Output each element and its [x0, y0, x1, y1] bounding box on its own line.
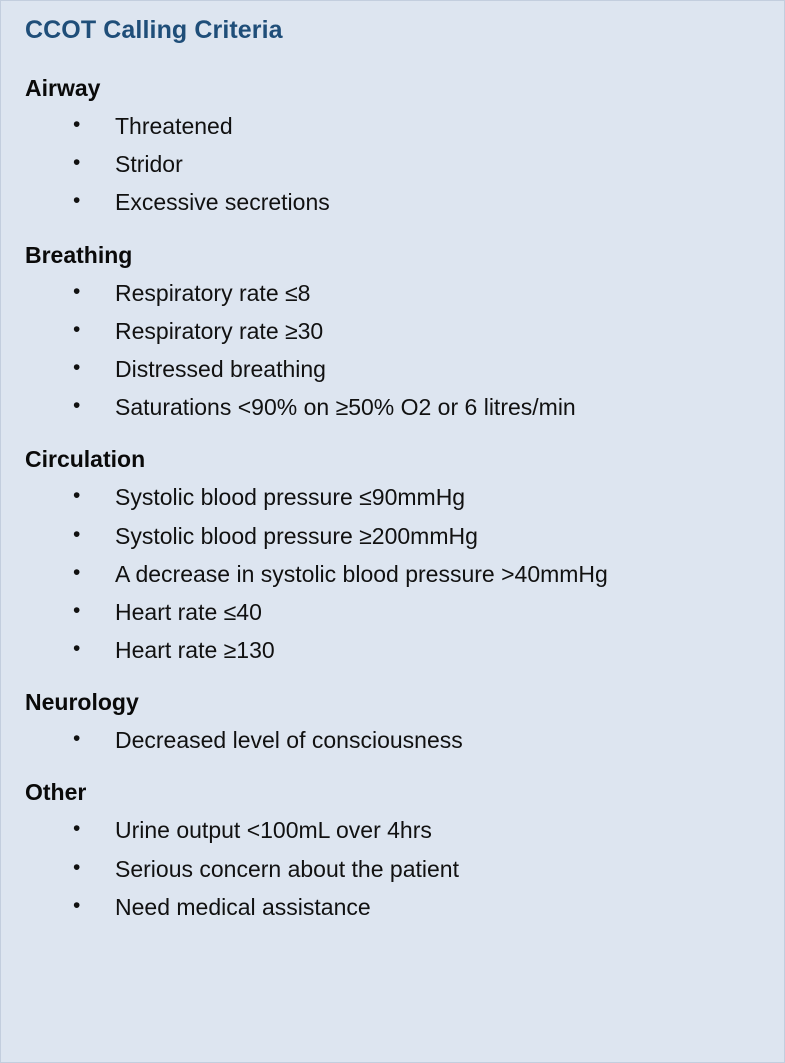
section-heading: Circulation: [25, 446, 146, 473]
list-item: [25, 811, 762, 849]
bullet-icon: •: [73, 855, 81, 879]
list-item: [25, 517, 762, 555]
list-item: [25, 631, 762, 669]
list-item: [25, 312, 762, 350]
list-item-label: Systolic blood pressure ≥200mmHg: [115, 522, 478, 549]
list-item: [25, 593, 762, 631]
list-item-label: Urine output <100mL over 4hrs: [115, 817, 432, 844]
bullet-icon: •: [73, 151, 81, 175]
section-circulation: [25, 444, 762, 669]
list-item: [25, 274, 762, 312]
list-item-label: Stridor: [115, 151, 183, 178]
list-item-label: Respiratory rate ≥30: [115, 317, 324, 344]
list-item: [25, 850, 762, 888]
list-item-label: Excessive secretions: [115, 189, 330, 216]
bullet-icon: •: [73, 637, 81, 661]
section-breathing: [25, 240, 762, 427]
list-item-label: Serious concern about the patient: [115, 855, 459, 882]
section-heading: Breathing: [25, 241, 133, 268]
bullet-icon: •: [73, 727, 81, 751]
section-neurology: [25, 687, 762, 759]
bullet-icon: •: [73, 317, 81, 341]
bullet-icon: •: [73, 522, 81, 546]
list-item: [25, 107, 762, 145]
list-item-label: Distressed breathing: [115, 355, 326, 382]
list-item-label: A decrease in systolic blood pressure >40mmHg: [115, 560, 608, 587]
bullet-icon: •: [73, 279, 81, 303]
list-item: [25, 721, 762, 759]
list-item: [25, 555, 762, 593]
criteria-list: [25, 811, 762, 926]
bullet-icon: •: [73, 598, 81, 622]
list-item-label: Systolic blood pressure ≤90mmHg: [115, 484, 466, 511]
bullet-icon: •: [73, 893, 81, 917]
section-other: [25, 777, 762, 926]
list-item-label: Decreased level of consciousness: [115, 727, 463, 754]
list-item-label: Respiratory rate ≤8: [115, 279, 311, 306]
bullet-icon: •: [73, 817, 81, 841]
criteria-list: [25, 721, 762, 759]
list-item-label: Heart rate ≥130: [115, 637, 275, 664]
list-item: [25, 350, 762, 388]
list-item-label: Saturations <90% on ≥50% O2 or 6 litres/min: [115, 394, 576, 421]
list-item: [25, 388, 762, 426]
bullet-icon: •: [73, 189, 81, 213]
page-title: CCOT Calling Criteria: [25, 16, 283, 44]
bullet-icon: •: [73, 113, 81, 137]
list-item-label: Threatened: [115, 113, 233, 140]
bullet-icon: •: [73, 484, 81, 508]
section-airway: [25, 73, 762, 222]
criteria-list: [25, 478, 762, 669]
list-item: [25, 183, 762, 221]
section-heading: Neurology: [25, 689, 139, 716]
criteria-list: [25, 274, 762, 427]
list-item-label: Heart rate ≤40: [115, 598, 262, 625]
section-heading: Other: [25, 779, 87, 806]
section-heading: Airway: [25, 75, 101, 101]
list-item: [25, 888, 762, 926]
list-item: [25, 478, 762, 516]
bullet-icon: •: [73, 560, 81, 584]
bullet-icon: •: [73, 355, 81, 379]
criteria-list: [25, 107, 762, 222]
bullet-icon: •: [73, 394, 81, 418]
list-item: [25, 145, 762, 183]
list-item-label: Need medical assistance: [115, 893, 371, 920]
